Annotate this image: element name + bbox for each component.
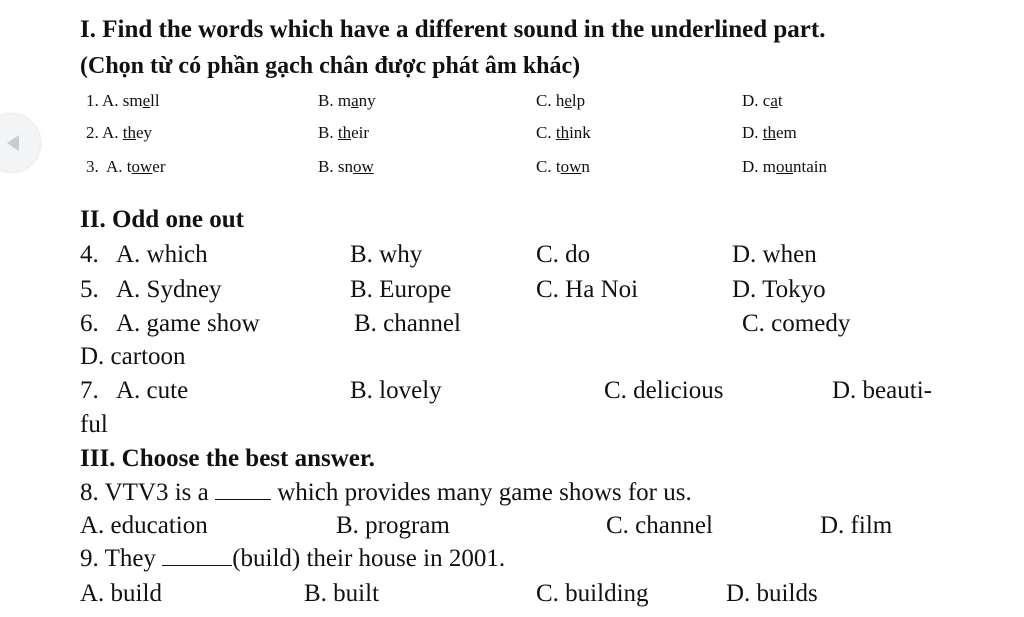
question-3-option-b: B. snow: [318, 157, 374, 176]
question-1-option-b: B. many: [318, 91, 376, 110]
question-9-stem: 9. They (build) their house in 2001.: [80, 545, 506, 572]
question-8-option-a: A. education: [80, 512, 208, 539]
question-2-option-c: C. think: [536, 123, 591, 142]
question-1-option-c: C. help: [536, 91, 586, 110]
answer-blank: [162, 545, 232, 566]
question-7-number: 7.: [80, 377, 99, 404]
question-8-option-d: D. film: [820, 512, 893, 539]
question-5-option-a: A. Sydney: [116, 276, 222, 303]
question-2-option-a: A. they: [102, 123, 153, 142]
question-3-option-d: D. mountain: [742, 157, 827, 176]
question-3-number: 3.: [86, 157, 99, 176]
question-2-option-b: B. their: [318, 123, 370, 142]
question-1-number: 1.: [86, 91, 99, 110]
question-9-option-c: C. building: [536, 580, 649, 607]
question-5-option-d: D. Tokyo: [732, 276, 826, 303]
question-4-option-d: D. when: [732, 241, 817, 268]
question-3-option-c: C. town: [536, 157, 590, 176]
question-7-option-d-continued: ful: [80, 411, 108, 438]
question-7-option-c: C. delicious: [604, 377, 724, 404]
question-1-option-d: D. cat: [742, 91, 783, 110]
question-9-option-a: A. build: [80, 580, 162, 607]
previous-button[interactable]: [0, 114, 40, 172]
question-5-number: 5.: [80, 276, 99, 303]
section-1-subtitle: (Chọn từ có phần gạch chân được phát âm khác): [80, 53, 581, 79]
question-6-number: 6.: [80, 310, 99, 337]
question-4-option-c: C. do: [536, 241, 591, 268]
question-4-option-b: B. why: [350, 241, 423, 268]
question-2-option-d: D. them: [742, 123, 797, 142]
question-3-option-a: A. tower: [106, 157, 166, 176]
question-5-option-c: C. Ha Noi: [536, 276, 639, 303]
question-6-option-c: C. comedy: [742, 310, 851, 337]
question-7-option-a: A. cute: [116, 377, 189, 404]
section-1-title: I. Find the words which have a different sound in the underlined part.: [80, 16, 826, 43]
question-6-option-a: A. game show: [116, 310, 260, 337]
question-7-option-d: D. beauti-: [832, 377, 932, 404]
question-1-option-a: A. smell: [102, 91, 160, 110]
question-9-option-b: B. built: [304, 580, 380, 607]
question-9-option-d: D. builds: [726, 580, 818, 607]
question-6-option-b: B. channel: [354, 310, 461, 337]
question-8-option-c: C. channel: [606, 512, 713, 539]
section-3-title: III. Choose the best answer.: [80, 445, 375, 472]
section-2-title: II. Odd one out: [80, 206, 244, 233]
question-2-number: 2.: [86, 123, 99, 142]
answer-blank: [215, 479, 271, 500]
question-6-option-d: D. cartoon: [80, 343, 186, 370]
question-4-option-a: A. which: [116, 241, 208, 268]
question-8-option-b: B. program: [336, 512, 450, 539]
question-8-stem: 8. VTV3 is a which provides many game shows for us.: [80, 479, 692, 506]
question-5-option-b: B. Europe: [350, 276, 452, 303]
question-4-number: 4.: [80, 241, 99, 268]
chevron-left-icon: [6, 134, 20, 152]
question-7-option-b: B. lovely: [350, 377, 442, 404]
